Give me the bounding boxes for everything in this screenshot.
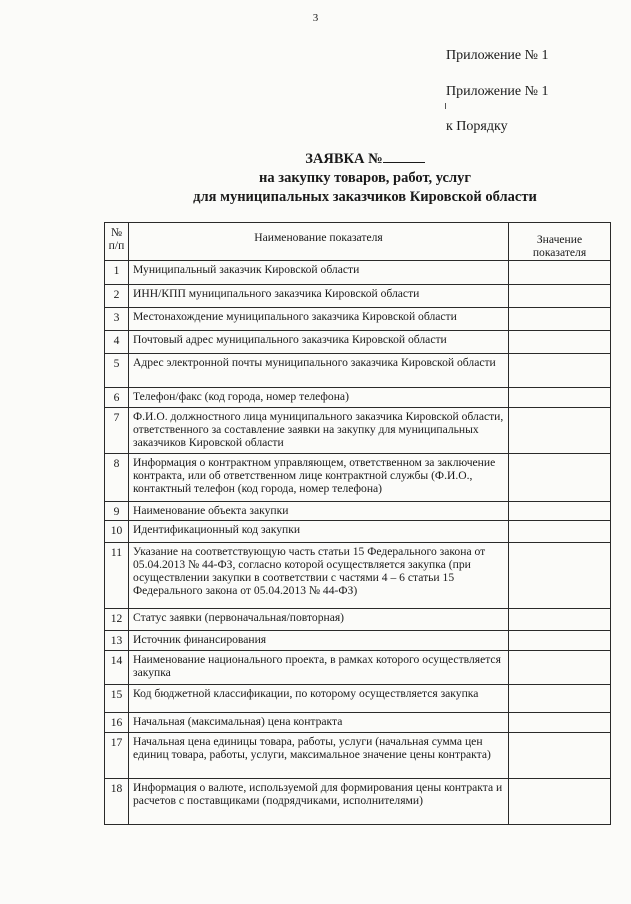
table-row — [105, 408, 611, 454]
row-indicator-name: Начальная цена единицы товара, работы, услуги (начальная сумма цен единиц товара, работы, услуги, максимальное значение цены контракта) — [129, 733, 509, 779]
row-value-cell[interactable] — [509, 285, 611, 308]
scan-mark — [445, 103, 446, 109]
table-row — [105, 651, 611, 685]
row-indicator-name: Ф.И.О. должностного лица муниципального заказчика Кировской области, ответственного за составление заявки на закупку для муниципальных заказчиков Кировской области — [129, 408, 509, 454]
row-value-cell[interactable] — [509, 609, 611, 631]
row-value-cell[interactable] — [509, 388, 611, 408]
request-table — [104, 222, 611, 825]
table-row — [105, 502, 611, 521]
appendix-line-2: Приложение № 1 — [446, 84, 549, 99]
row-indicator-name: Начальная (максимальная) цена контракта — [129, 713, 509, 733]
row-number: 15 — [105, 685, 129, 713]
table-row — [105, 354, 611, 388]
row-number: 13 — [105, 631, 129, 651]
row-number: 12 — [105, 609, 129, 631]
row-indicator-name: Информация о контрактном управляющем, ответственном за заключение контракта, или об ответственном лице контрактной службы (Ф.И.О., контактный телефон (код города, номер телефона) — [129, 454, 509, 502]
row-number: 10 — [105, 521, 129, 543]
row-number: 8 — [105, 454, 129, 502]
row-value-cell[interactable] — [509, 331, 611, 354]
row-number: 3 — [105, 308, 129, 331]
table-row — [105, 543, 611, 609]
table-row — [105, 454, 611, 502]
row-number: 1 — [105, 261, 129, 285]
row-indicator-name: Муниципальный заказчик Кировской области — [129, 261, 509, 285]
row-number: 6 — [105, 388, 129, 408]
table-body — [105, 261, 611, 825]
row-indicator-name: Указание на соответствующую часть статьи 15 Федерального закона от 05.04.2013 № 44-ФЗ, согласно которой осуществляется закупка (при осуществлении закупки в соответствии с частями 4 – 6 статьи 15 Федерального закона от 05.04.2013 № 44-ФЗ) — [129, 543, 509, 609]
table-row — [105, 779, 611, 825]
row-number: 9 — [105, 502, 129, 521]
row-number: 11 — [105, 543, 129, 609]
row-value-cell[interactable] — [509, 521, 611, 543]
row-indicator-name: Наименование национального проекта, в рамках которого осуществляется закупка — [129, 651, 509, 685]
row-value-cell[interactable] — [509, 308, 611, 331]
row-value-cell[interactable] — [509, 779, 611, 825]
row-indicator-name: Источник финансирования — [129, 631, 509, 651]
table-row — [105, 308, 611, 331]
row-number: 5 — [105, 354, 129, 388]
number-blank-line — [383, 149, 425, 163]
row-value-cell[interactable] — [509, 651, 611, 685]
document-title — [100, 149, 630, 170]
appendix-line-3: к Порядку — [446, 119, 508, 134]
table-row — [105, 713, 611, 733]
table-row — [105, 285, 611, 308]
row-value-cell[interactable] — [509, 685, 611, 713]
row-value-cell[interactable] — [509, 543, 611, 609]
table-row — [105, 733, 611, 779]
row-value-cell[interactable] — [509, 713, 611, 733]
row-indicator-name: Почтовый адрес муниципального заказчика Кировской области — [129, 331, 509, 354]
row-number: 17 — [105, 733, 129, 779]
row-indicator-name: Наименование объекта закупки — [129, 502, 509, 521]
row-indicator-name: Статус заявки (первоначальная/повторная) — [129, 609, 509, 631]
row-indicator-name: Адрес электронной почты муниципального заказчика Кировской области — [129, 354, 509, 388]
row-value-cell[interactable] — [509, 261, 611, 285]
table-row — [105, 388, 611, 408]
row-indicator-name: Идентификационный код закупки — [129, 521, 509, 543]
row-value-cell[interactable] — [509, 502, 611, 521]
row-indicator-name: Информация о валюте, используемой для формирования цены контракта и расчетов с поставщиками (подрядчиками, исполнителями) — [129, 779, 509, 825]
table-row — [105, 685, 611, 713]
table-row — [105, 261, 611, 285]
row-value-cell[interactable] — [509, 454, 611, 502]
row-number: 7 — [105, 408, 129, 454]
document-title-text: ЗАЯВКА № — [305, 151, 383, 167]
document-subtitle-2: для муниципальных заказчиков Кировской области — [193, 189, 537, 205]
table-header-row — [105, 223, 611, 261]
row-value-cell[interactable] — [509, 354, 611, 388]
row-value-cell[interactable] — [509, 733, 611, 779]
table-row — [105, 331, 611, 354]
row-indicator-name: ИНН/КПП муниципального заказчика Кировской области — [129, 285, 509, 308]
row-number: 16 — [105, 713, 129, 733]
row-number: 2 — [105, 285, 129, 308]
header-number: № п/п — [105, 223, 129, 261]
row-indicator-name: Код бюджетной классификации, по которому осуществляется закупка — [129, 685, 509, 713]
table-row — [105, 521, 611, 543]
document-subtitle-1: на закупку товаров, работ, услуг — [259, 170, 471, 186]
row-value-cell[interactable] — [509, 408, 611, 454]
row-number: 14 — [105, 651, 129, 685]
page-number: 3 — [312, 12, 319, 24]
row-number: 18 — [105, 779, 129, 825]
header-value: Значение показателя — [509, 223, 611, 261]
header-name: Наименование показателя — [129, 223, 509, 261]
appendix-line-1: Приложение № 1 — [446, 48, 549, 63]
row-indicator-name: Местонахождение муниципального заказчика Кировской области — [129, 308, 509, 331]
row-value-cell[interactable] — [509, 631, 611, 651]
row-indicator-name: Телефон/факс (код города, номер телефона) — [129, 388, 509, 408]
table-row — [105, 631, 611, 651]
table-row — [105, 609, 611, 631]
row-number: 4 — [105, 331, 129, 354]
